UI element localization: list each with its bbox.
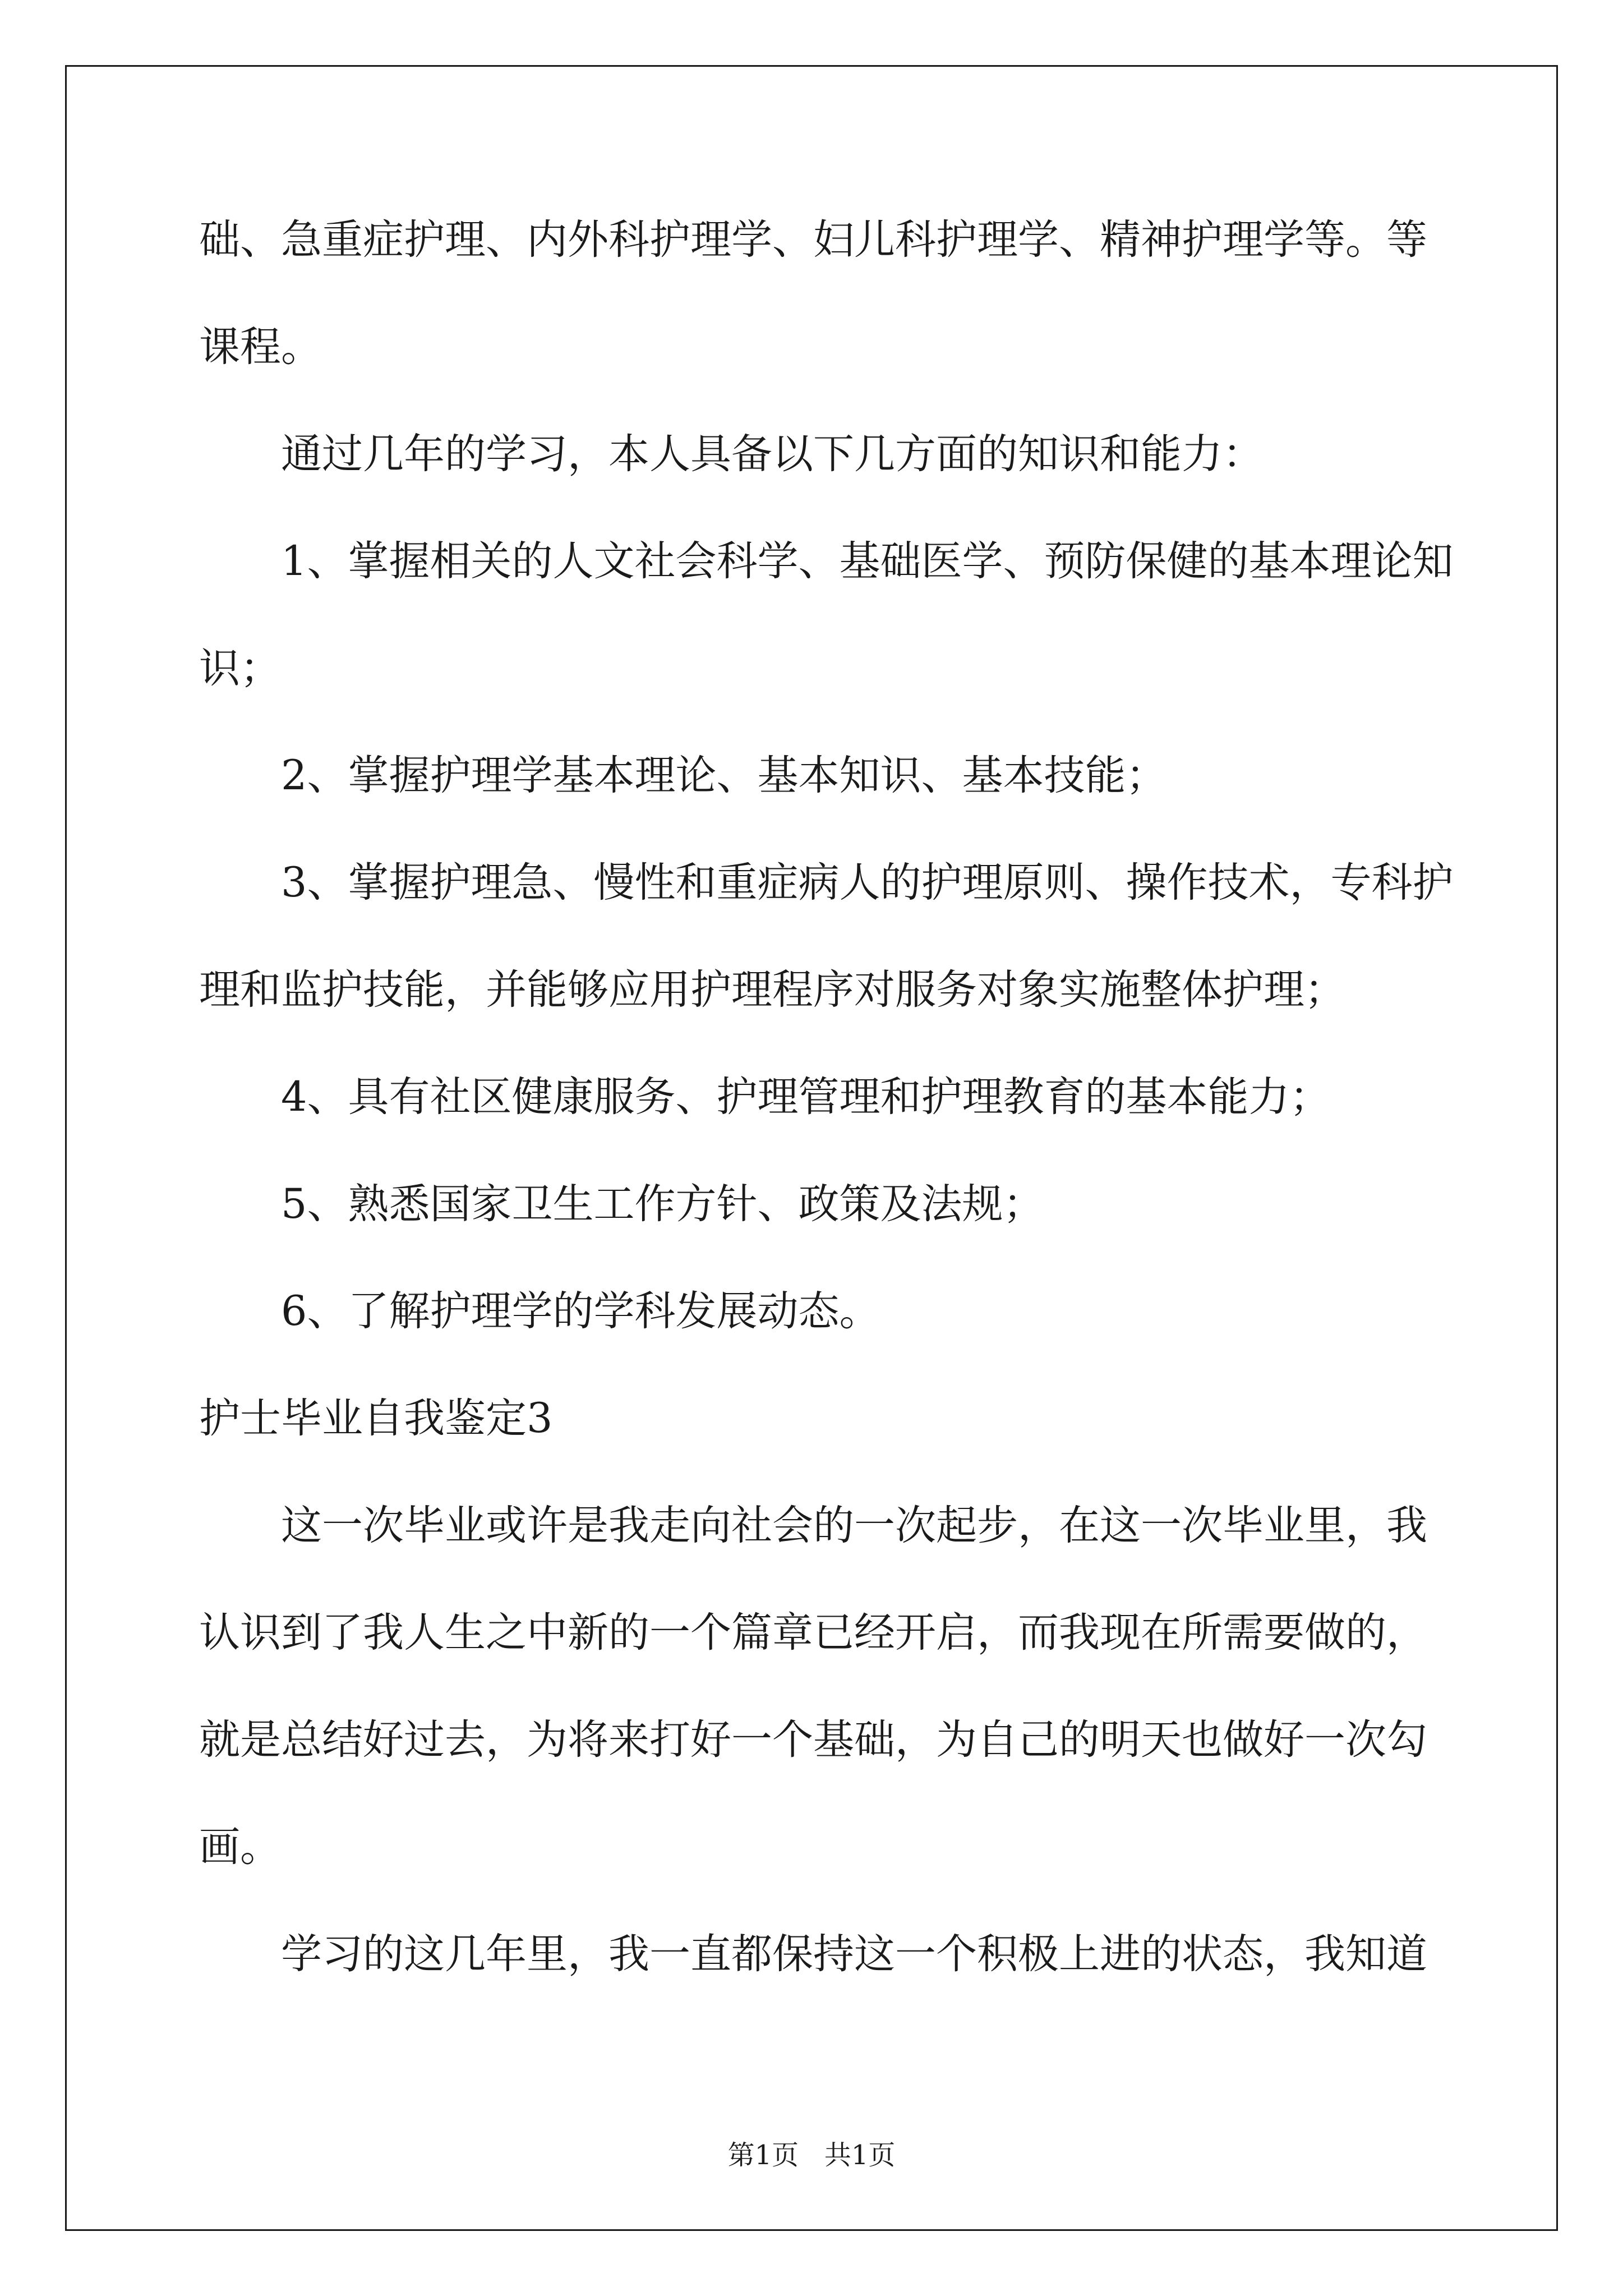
text-line: 3、掌握护理急、慢性和重症病人的护理原则、操作技术，专科护 [281,859,1454,907]
text-line: 就是总结好过去，为将来打好一个基础，为自己的明天也做好一次勾 [199,1716,1427,1764]
text-line: 1、掌握相关的人文社会科学、基础医学、预防保健的基本理论知 [281,537,1454,585]
section-heading: 护士毕业自我鉴定3 [199,1395,553,1442]
text-line: 2、掌握护理学基本理论、基本知识、基本技能； [281,752,1167,799]
text-line: 4、具有社区健康服务、护理管理和护理教育的基本能力； [281,1073,1331,1121]
text-line: 础、急重症护理、内外科护理学、妇儿科护理学、精神护理学等。等 [199,216,1427,264]
document-body [199,213,1454,2035]
text-line: 学习的这几年里，我一直都保持这一个积极上进的状态，我知道 [281,1930,1427,1978]
text-line: 识； [199,645,281,692]
text-line: 5、熟悉国家卫生工作方针、政策及法规； [281,1180,1044,1228]
text-line: 这一次毕业或许是我走向社会的一次起步，在这一次毕业里，我 [281,1502,1427,1549]
text-line: 认识到了我人生之中新的一个篇章已经开启，而我现在所需要做的， [199,1609,1427,1657]
text-line: 理和监护技能，并能够应用护理程序对服务对象实施整体护理； [199,966,1345,1014]
page-number-footer: 第1页 共1页 [727,2139,896,2171]
text-line: 通过几年的学习，本人具备以下几方面的知识和能力： [281,430,1264,478]
text-line: 画。 [199,1823,281,1871]
text-line: 课程。 [199,323,322,371]
text-line: 6、了解护理学的学科发展动态。 [281,1287,880,1335]
